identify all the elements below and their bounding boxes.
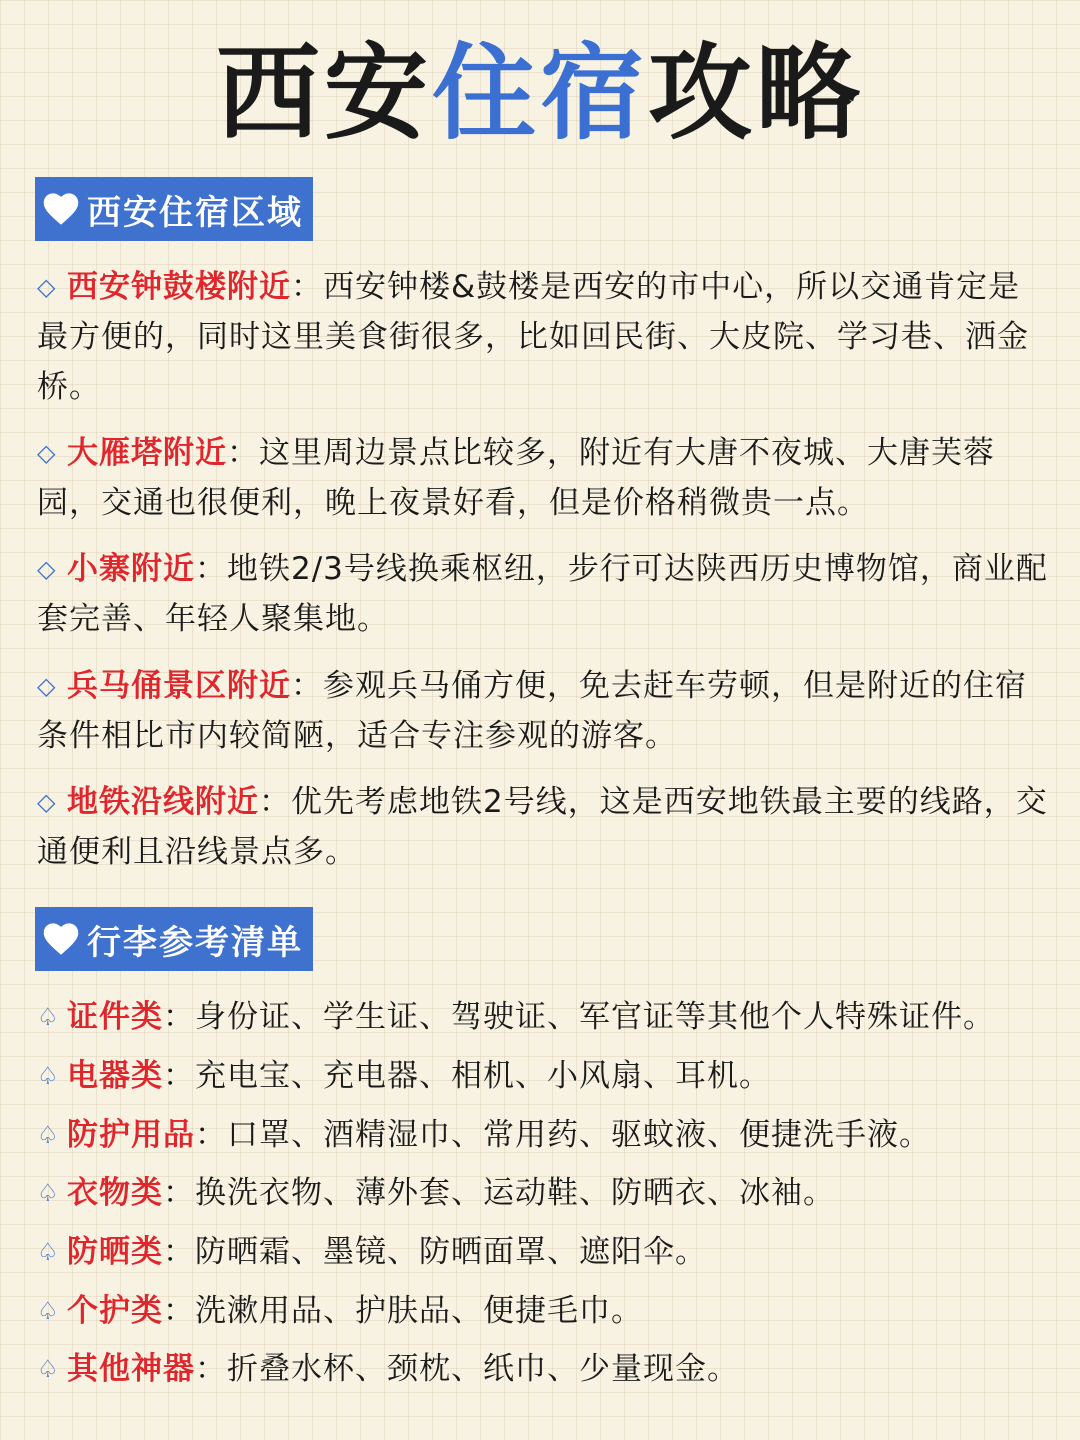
area-name: 兵马俑景区附近 (67, 668, 291, 704)
colon: ： (163, 1293, 195, 1329)
category-name: 其他神器 (67, 1351, 195, 1387)
packing-item (37, 1171, 1049, 1215)
area-description: 地铁2/3号线换乘枢纽，步行可达陕西历史博物馆，商业配套完善、年轻人聚集地。 (37, 551, 1048, 637)
area-name: 地铁沿线附近 (67, 784, 259, 820)
area-item (37, 262, 1049, 412)
category-name: 个护类 (67, 1293, 163, 1329)
colon: ： (195, 551, 227, 587)
spade-bullet-icon: ♤ (37, 1121, 60, 1149)
spade-bullet-icon: ♤ (37, 1297, 60, 1325)
area-item (37, 661, 1049, 761)
area-description: 优先考虑地铁2号线，这是西安地铁最主要的线路，交通便利且沿线景点多。 (37, 784, 1048, 870)
colon: ： (291, 668, 323, 704)
heart-icon (43, 192, 79, 226)
packing-item (37, 995, 1049, 1039)
area-description: 西安钟楼&鼓楼是西安的市中心，所以交通肯定是最方便的，同时这里美食街很多，比如回民街、大皮院、学习巷、洒金桥。 (37, 269, 1029, 405)
page-title (0, 32, 1080, 154)
category-items: 换洗衣物、薄外套、运动鞋、防晒衣、冰袖。 (195, 1175, 835, 1211)
area-item (37, 544, 1049, 644)
spade-bullet-icon: ♤ (37, 1062, 60, 1090)
packing-item (37, 1347, 1049, 1391)
area-item (37, 777, 1049, 877)
category-name: 防晒类 (67, 1234, 163, 1270)
category-name: 证件类 (67, 999, 163, 1035)
packing-item (37, 1113, 1049, 1157)
category-items: 防晒霜、墨镜、防晒面罩、遮阳伞。 (195, 1234, 707, 1270)
title-part-3: 攻略 (648, 32, 865, 154)
colon: ： (195, 1117, 227, 1153)
colon: ： (163, 1234, 195, 1270)
category-name: 电器类 (67, 1058, 163, 1094)
section-header-packing-list (35, 907, 313, 971)
category-items: 折叠水杯、颈枕、纸巾、少量现金。 (227, 1351, 739, 1387)
colon: ： (163, 1058, 195, 1094)
category-name: 防护用品 (67, 1117, 195, 1153)
diamond-bullet-icon: ◇ (37, 439, 57, 467)
category-items: 充电宝、充电器、相机、小风扇、耳机。 (195, 1058, 771, 1094)
packing-item (37, 1054, 1049, 1098)
category-name: 衣物类 (67, 1175, 163, 1211)
section-header-label: 行李参考清单 (87, 922, 303, 963)
category-items: 洗漱用品、护肤品、便捷毛巾。 (195, 1293, 643, 1329)
area-name: 西安钟鼓楼附近 (67, 269, 291, 305)
colon: ： (195, 1351, 227, 1387)
colon: ： (227, 435, 259, 471)
spade-bullet-icon: ♤ (37, 1179, 60, 1207)
diamond-bullet-icon: ◇ (37, 273, 57, 301)
area-item (37, 428, 1049, 528)
packing-item (37, 1230, 1049, 1274)
category-items: 身份证、学生证、驾驶证、军官证等其他个人特殊证件。 (195, 999, 995, 1035)
diamond-bullet-icon: ◇ (37, 788, 57, 816)
colon: ： (163, 999, 195, 1035)
category-items: 口罩、酒精湿巾、常用药、驱蚊液、便捷洗手液。 (227, 1117, 931, 1153)
area-description: 这里周边景点比较多，附近有大唐不夜城、大唐芙蓉园，交通也很便利，晚上夜景好看，但是价格稍微贵一点。 (37, 435, 995, 521)
spade-bullet-icon: ♤ (37, 1355, 60, 1383)
colon: ： (259, 784, 291, 820)
section-header-accommodation (35, 177, 313, 241)
spade-bullet-icon: ♤ (37, 1003, 60, 1031)
area-name: 大雁塔附近 (67, 435, 227, 471)
area-description: 参观兵马俑方便，免去赶车劳顿，但是附近的住宿条件相比市内较简陋，适合专注参观的游客。 (37, 668, 1027, 754)
diamond-bullet-icon: ◇ (37, 672, 57, 700)
area-name: 小寨附近 (67, 551, 195, 587)
packing-item (37, 1289, 1049, 1333)
title-part-2-highlight: 住宿 (431, 32, 648, 154)
colon: ： (291, 269, 323, 305)
heart-icon (43, 922, 79, 956)
spade-bullet-icon: ♤ (37, 1238, 60, 1266)
section-header-label: 西安住宿区域 (87, 192, 303, 233)
title-part-1: 西安 (215, 32, 432, 154)
colon: ： (163, 1175, 195, 1211)
diamond-bullet-icon: ◇ (37, 555, 57, 583)
